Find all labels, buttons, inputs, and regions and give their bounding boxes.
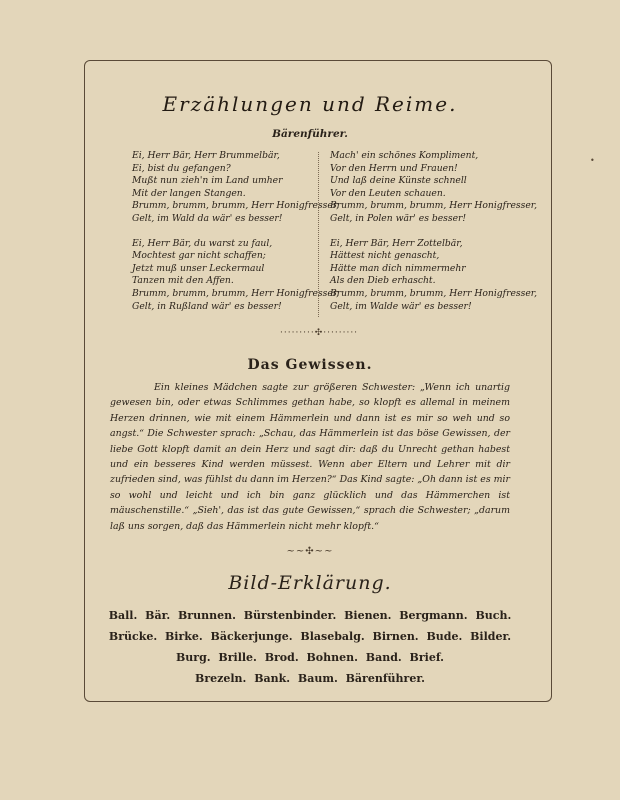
picture-legend — [104, 605, 516, 689]
ornament-divider: ·········✣········· — [280, 328, 359, 338]
poem-line: Brumm, brumm, brumm, Herr Honigfresser, — [132, 200, 340, 212]
legend-line: Brücke. Birke. Bäckerjunge. Blasebalg. Birnen. Bude. Bilder. — [108, 630, 512, 643]
poem-line: Vor den Leuten schauen. — [330, 187, 446, 199]
poem-line: Brumm, brumm, brumm, Herr Honigfresser, — [330, 287, 538, 299]
poem-line: Mach' ein schönes Kompliment, — [330, 150, 479, 161]
poem-line: Und laß deine Künste schnell — [330, 175, 467, 187]
poem-line: Ei, Herr Bär, Herr Zottelbär, — [330, 237, 463, 249]
legend-line: Ball. Bär. Brunnen. Bürstenbinder. Bienen. Bergmann. Buch. — [108, 609, 512, 622]
poem-line: Mit der langen Stangen. — [132, 187, 246, 199]
section-title: Das Gewissen. — [247, 357, 373, 373]
poem-line: Hättest nicht genascht, — [330, 250, 440, 262]
poem-line: Als den Dieb erhascht. — [330, 275, 436, 287]
poem-line: Mochtest gar nicht schaffen; — [132, 250, 266, 262]
poem-line: Gelt, in Rußland wär' es besser! — [132, 300, 282, 312]
story-paragraph: Ein kleines Mädchen sagte zur größeren Schwester: „Wenn ich unartig gewesen bin, oder etwas Schlimmes gethan habe, so klopft es allemal in meinem Herzen drinnen, wie mit einem Hämmerlein und dann ist es mir so weh und so angst.“ Die Schwester sprach: „Schau, das Hämmerlein ist das böse Gewissen, der liebe Gott klopft damit an dein Herz und sagt dir: daß du Unrecht gethan habest und ein besseres Kind werden müssest. Wenn aber Eltern und Lehrer mit dir zufrieden sind, was fühlst du dann im Herzen?“ Das Kind sagte: „Oh dann ist es mir so wohl und leicht und ich bin ganz glücklich und das Hämmerchen ist mäuschenstille.“ „Sieh', das ist das gute Gewissen,“ sprach die Schwester; „darum laß uns sorgen, daß das Hämmerlein nicht mehr klopft.“ — [110, 382, 510, 532]
column-divider — [318, 152, 319, 317]
poem-line: Brumm, brumm, brumm, Herr Honigfresser, — [330, 200, 538, 212]
poem-line: Ei, Herr Bär, du warst zu faul, — [132, 237, 273, 249]
poem-line: Ei, Herr Bär, Herr Brummelbär, — [132, 150, 280, 161]
picture-legend-title: Bild-Erklärung. — [228, 572, 392, 594]
poem-line: Brumm, brumm, brumm, Herr Honigfresser, — [132, 287, 340, 299]
poem-line: Ei, bist du gefangen? — [132, 162, 231, 174]
legend-line: Burg. Brille. Brod. Bohnen. Band. Brief. — [175, 651, 444, 664]
legend-line: Brezeln. Bank. Baum. Bärenführer. — [195, 672, 425, 685]
margin-dot: • — [590, 156, 595, 165]
poem-line: Tanzen mit den Affen. — [132, 275, 234, 287]
stanza-gap — [132, 226, 339, 238]
poem-line: Gelt, im Walde wär' es besser! — [330, 300, 472, 312]
poem-line: Gelt, in Polen wär' es besser! — [330, 212, 467, 224]
poem-title: Bärenführer. — [272, 128, 348, 140]
stanza-gap — [330, 226, 537, 238]
poem-line: Vor den Herrn und Frauen! — [330, 162, 458, 174]
poem-right-column — [330, 150, 537, 313]
poem-line: Gelt, im Wald da wär' es besser! — [132, 212, 283, 224]
ornament-divider: ~~✣~~ — [286, 546, 334, 557]
poem-line: Jetzt muß unser Leckermaul — [132, 262, 265, 274]
poem-left-column — [132, 150, 339, 313]
page-title: Erzählungen und Reime. — [162, 92, 458, 116]
poem-line: Mußt nun zieh'n im Land umher — [132, 175, 283, 187]
poem-line: Hätte man dich nimmermehr — [330, 262, 466, 274]
